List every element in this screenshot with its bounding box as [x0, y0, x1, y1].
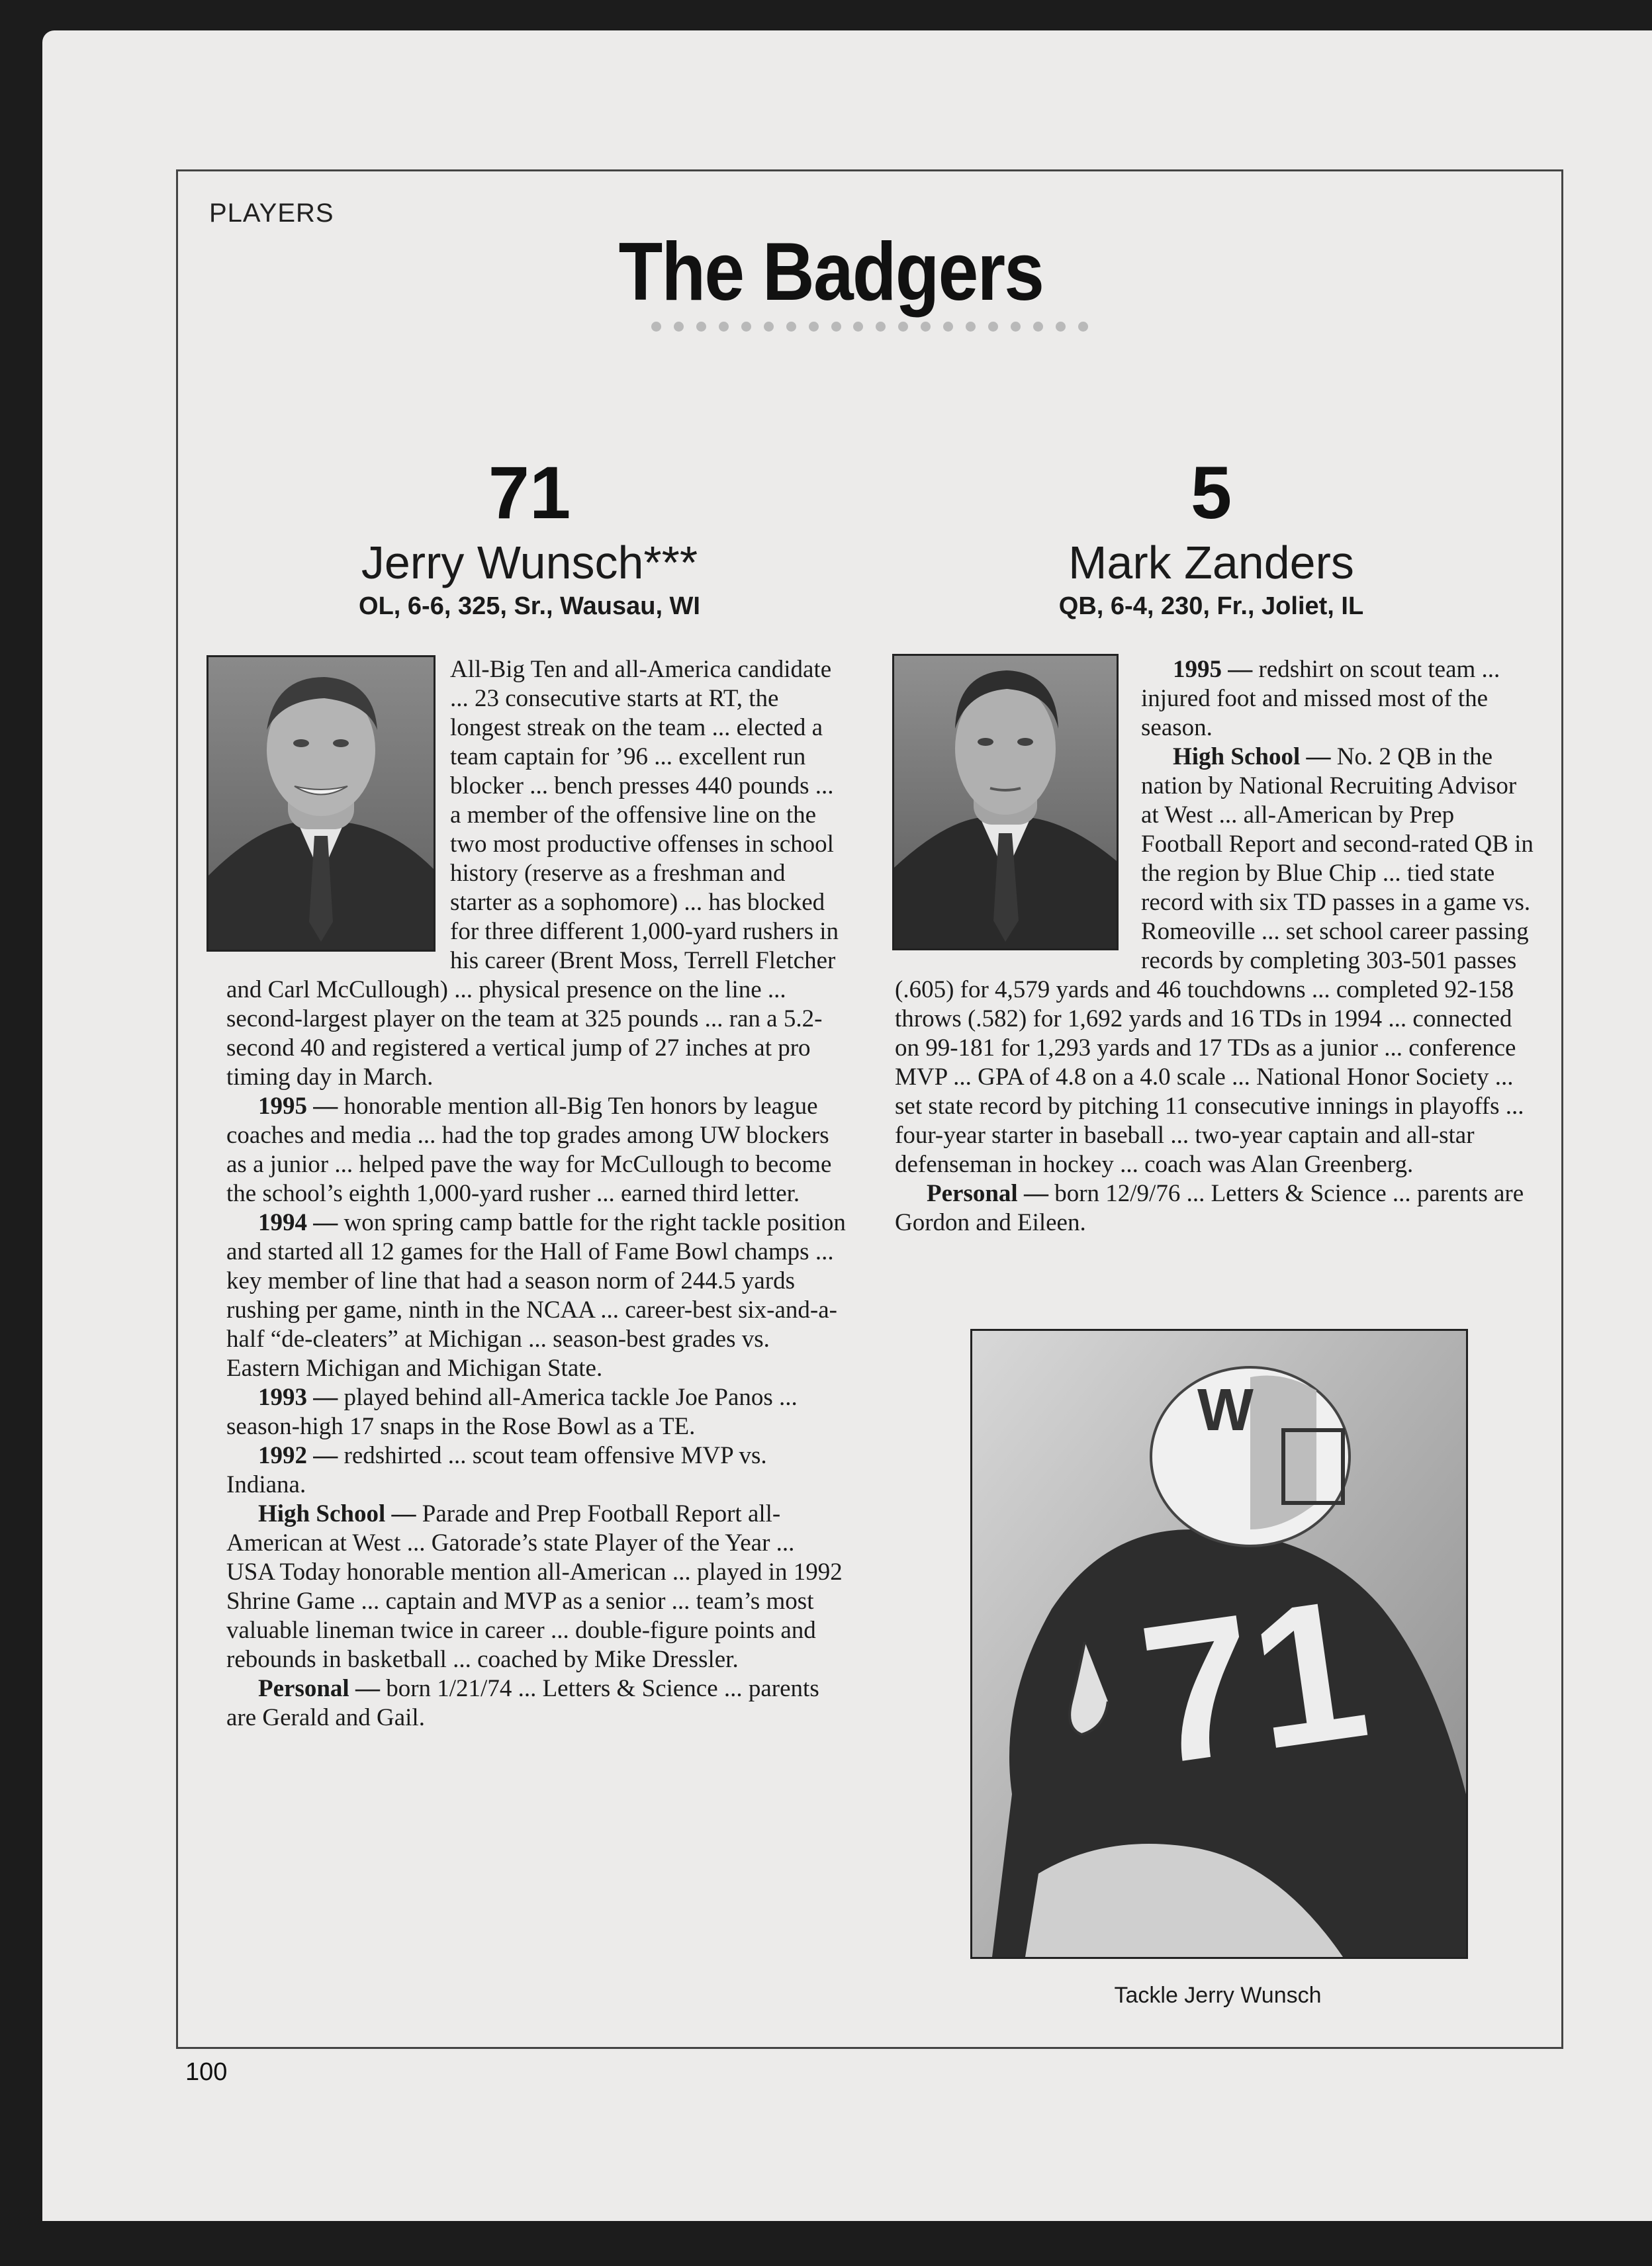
player-bio	[226, 655, 846, 1733]
bio-paragraph-lead: Personal —	[927, 1180, 1048, 1207]
page-number: 100	[185, 2058, 228, 2086]
photo-wrap-space	[226, 655, 450, 957]
bio-paragraph-text: born 12/9/76 ... Letters & Science ... parents are Gordon and Eileen.	[895, 1180, 1524, 1236]
bio-paragraph	[226, 1674, 846, 1733]
player-info: QB, 6-4, 230, Fr., Joliet, IL	[1058, 592, 1364, 620]
bio-paragraph-text: won spring camp battle for the right tackle position and started all 12 games for the Hall of Fame Bowl champs ... key member of line that had a season norm of 244.5 yards rushing per game, ninth in the NCAA ... career-best six-and-a-half “de-cleaters” at Michigan ... season-best grades vs. Eastern Michigan and Michigan State.	[226, 1209, 846, 1382]
player-info: OL, 6-6, 325, Sr., Wausau, WI	[359, 592, 700, 620]
bio-paragraph-lead: 1995 —	[1173, 656, 1253, 683]
bio-paragraph	[226, 1441, 846, 1500]
player-number: 5	[1190, 451, 1232, 534]
title-dot-divider	[651, 322, 1088, 332]
bio-paragraph	[226, 1500, 846, 1674]
section-label: PLAYERS	[209, 199, 334, 228]
bio-paragraph-text: Parade and Prep Football Report all-American at West ... Gatorade’s state Player of the Year ... USA Today honorable mention all-American ... played in 1992 Shrine Game ... captain and MVP as a senior ... team’s most valuable lineman twice in career ... double-figure points and rebounds in basketball ... coached by Mike Dressler.	[226, 1500, 843, 1673]
bio-paragraph-text: All-Big Ten and all-America candidate ... 23 consecutive starts at RT, the longest streak on the team ... elected a team captain for ’96 ... excellent run blocker ... bench presses 440 pounds ... a member of the offensive line on the two most productive offenses in school history (reserve as a freshman and starter as a sophomore) ... has blocked for three different 1,000-yard rushers in his career (Brent Moss, Terrell Fletcher and Carl McCullough) ... physical presence on the line ... second-largest player on the team at 325 pounds ... ran a 5.2-second 40 and registered a vertical jump of 27 inches at pro timing day in March.	[226, 656, 839, 1091]
bio-paragraph	[226, 1092, 846, 1208]
bio-paragraph-lead: 1993 —	[258, 1384, 338, 1411]
bio-paragraph-lead: High School —	[1173, 743, 1331, 770]
player-number: 71	[488, 451, 571, 534]
svg-text:W: W	[1197, 1377, 1254, 1443]
jersey-number: 71	[1129, 1555, 1379, 1807]
bio-paragraph	[226, 1383, 846, 1441]
bio-paragraph-lead: 1994 —	[258, 1209, 338, 1236]
player-name: Mark Zanders	[1068, 537, 1354, 588]
bio-paragraph-lead: 1992 —	[258, 1442, 338, 1469]
player-bio	[895, 655, 1537, 1238]
bio-paragraph-lead: High School —	[258, 1500, 416, 1527]
bio-paragraph-text: born 1/21/74 ... Letters & Science ... parents are Gerald and Gail.	[226, 1675, 819, 1731]
bio-paragraph	[226, 1208, 846, 1383]
bio-paragraph-text: redshirt on scout team ... injured foot and missed most of the season.	[1141, 656, 1500, 741]
bio-paragraph-text: No. 2 QB in the nation by National Recruiting Advisor at West ... all-American by Prep Football Report and second-rated QB in the region by Blue Chip ... tied state record with six TD passes in a game vs. Romeoville ... set school career passing records by completing 303-501 passes (.605) for 4,579 yards and 46 touchdowns ... completed 92-158 throws (.582) for 1,692 yards and 16 TDs in 1994 ... connected on 99-181 for 1,293 yards and 17 TDs as a junior ... conference MVP ... GPA of 4.8 on a 4.0 scale ... National Honor Society ... set state record by pitching 11 consecutive innings in playoffs ... four-year starter in baseball ... two-year captain and all-star defenseman in hockey ... coach was Alan Greenberg.	[895, 743, 1534, 1178]
photo-caption: Tackle Jerry Wunsch	[1114, 1983, 1322, 2008]
bio-paragraph-text: honorable mention all-Big Ten honors by league coaches and media ... had the top grades among UW blockers as a junior ... helped pave the way for McCullough to become the school’s eighth 1,000-yard rusher ... earned third letter.	[226, 1093, 832, 1207]
bio-paragraph-lead: 1995 —	[258, 1093, 338, 1120]
bio-paragraph	[895, 1179, 1537, 1238]
bio-paragraph-text: played behind all-America tackle Joe Panos ... season-high 17 snaps in the Rose Bowl as a TE.	[226, 1384, 798, 1440]
bio-paragraph-text: redshirted ... scout team offensive MVP vs. Indiana.	[226, 1442, 767, 1498]
player-name: Jerry Wunsch***	[361, 537, 698, 588]
page-title: The Badgers	[618, 226, 1044, 318]
photo-wrap-space	[895, 655, 1141, 957]
action-photo	[970, 1329, 1468, 1959]
bio-paragraph-lead: Personal —	[258, 1675, 380, 1702]
